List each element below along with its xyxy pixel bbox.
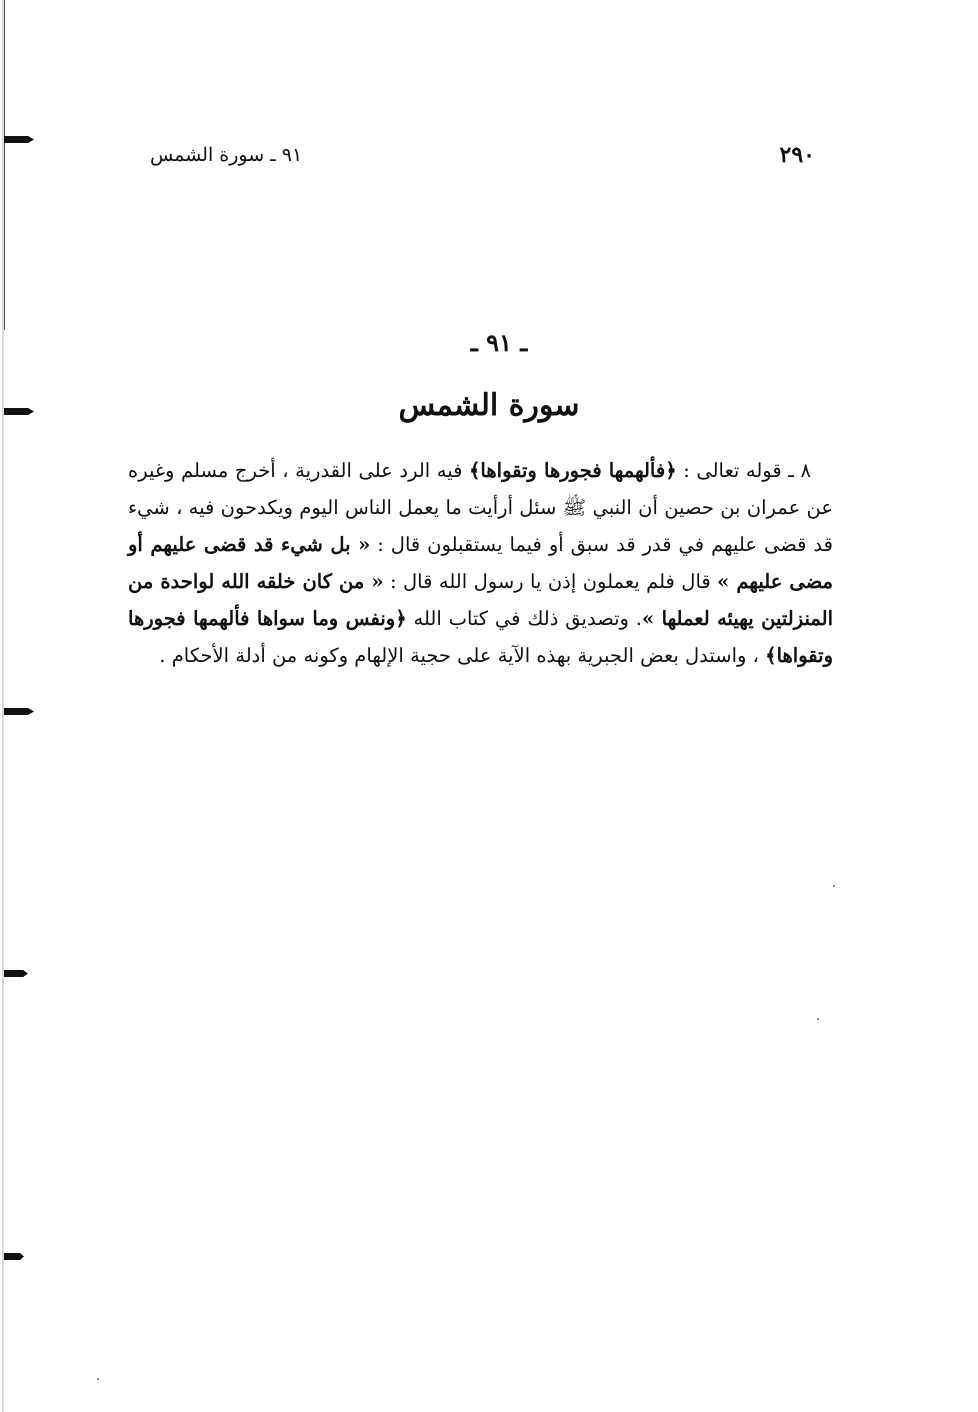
scan-speck bbox=[833, 885, 835, 887]
hadith-quote: « بل شيء قد قضى عليهم أو مضى عليهم » bbox=[128, 533, 833, 593]
hadith-quote: « من كان خلقه الله لواحدة من المنزلتين يهيئه لعملها » bbox=[128, 570, 833, 630]
margin-mark bbox=[4, 970, 28, 977]
scan-speck bbox=[97, 1378, 99, 1380]
page-header bbox=[150, 142, 815, 176]
margin-mark bbox=[4, 1253, 24, 1260]
paragraph-text: ٨ ـ قوله تعالى : bbox=[676, 459, 812, 482]
running-title: ٩١ ـ سورة الشمس bbox=[150, 144, 303, 166]
paragraph-text: فيه الرد على القدرية ، أخرج مسلم وغيره عن عمران بن حصين أن النبي ﷺ سئل أرأيت ما يعمل الناس اليوم ويكدحون فيه ، شيء قد قضى عليهم في قدر قد سبق أو فيما يستقبلون قال : bbox=[128, 459, 833, 556]
paragraph-text: . وتصديق ذلك في كتاب الله bbox=[406, 607, 642, 630]
margin-mark bbox=[4, 708, 34, 715]
body-text bbox=[128, 452, 833, 674]
margin-mark bbox=[4, 136, 34, 143]
paragraph bbox=[128, 452, 833, 674]
quran-quote: ﴿ونفس وما سواها فألهمها فجورها وتقواها﴾ bbox=[128, 607, 833, 667]
quran-quote: ﴿فألهمها فجورها وتقواها﴾ bbox=[469, 459, 677, 482]
scan-speck bbox=[817, 1018, 819, 1020]
chapter-title: سورة الشمس bbox=[398, 388, 580, 423]
page-number: ٢٩٠ bbox=[779, 142, 815, 168]
chapter-number: ـ ٩١ ـ bbox=[470, 328, 528, 357]
paragraph-text: قال فلم يعملون إذن يا رسول الله قال : bbox=[383, 570, 718, 593]
paragraph-text: ، واستدل بعض الجبرية بهذه الآية على حجية الإلهام وكونه من أدلة الأحكام . bbox=[159, 644, 766, 667]
scan-edge-line-dark bbox=[4, 0, 5, 330]
